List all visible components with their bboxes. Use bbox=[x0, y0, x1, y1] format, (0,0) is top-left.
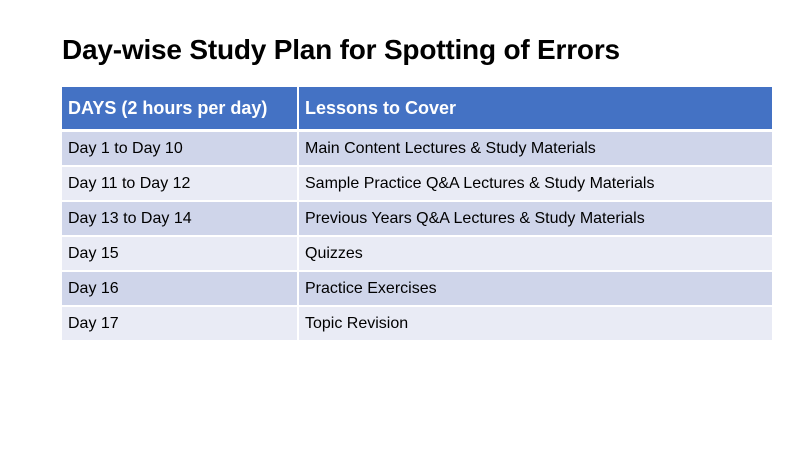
page-title: Day-wise Study Plan for Spotting of Errors bbox=[62, 34, 620, 65]
cell-lessons: Quizzes bbox=[298, 236, 772, 271]
table-row bbox=[62, 166, 772, 201]
table-row bbox=[62, 271, 772, 306]
column-header-lessons: Lessons to Cover bbox=[298, 87, 772, 131]
cell-days: Day 1 to Day 10 bbox=[62, 131, 298, 167]
cell-lessons: Sample Practice Q&A Lectures & Study Materials bbox=[298, 166, 772, 201]
cell-days: Day 11 to Day 12 bbox=[62, 166, 298, 201]
study-plan-table bbox=[62, 87, 772, 342]
column-header-days: DAYS (2 hours per day) bbox=[62, 87, 298, 131]
cell-days: Day 16 bbox=[62, 271, 298, 306]
table-row bbox=[62, 236, 772, 271]
table-header-row bbox=[62, 87, 772, 131]
cell-days: Day 13 to Day 14 bbox=[62, 201, 298, 236]
cell-lessons: Main Content Lectures & Study Materials bbox=[298, 131, 772, 167]
cell-lessons: Topic Revision bbox=[298, 306, 772, 341]
cell-lessons: Practice Exercises bbox=[298, 271, 772, 306]
table-row bbox=[62, 131, 772, 167]
table-row bbox=[62, 201, 772, 236]
cell-days: Day 15 bbox=[62, 236, 298, 271]
cell-lessons: Previous Years Q&A Lectures & Study Materials bbox=[298, 201, 772, 236]
cell-days: Day 17 bbox=[62, 306, 298, 341]
table-row bbox=[62, 306, 772, 341]
